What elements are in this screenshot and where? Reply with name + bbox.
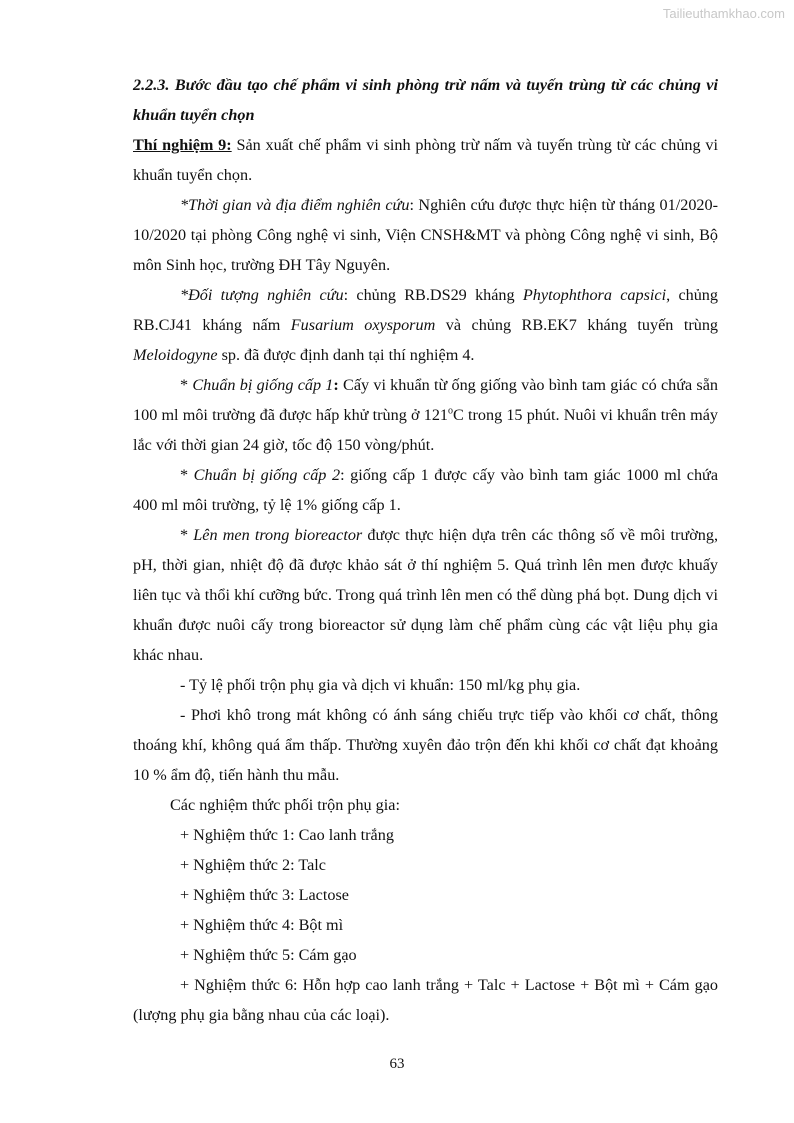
drying-paragraph: - Phơi khô trong mát không có ánh sáng chiếu trực tiếp vào khối cơ chất, thông thoáng khí, không quá ẩm thấp. Thường xuyên đảo trộn đến khi khối cơ chất đạt khoảng 10 % ẩm độ, tiến hành thu mẫu. [133,706,718,784]
page-number: 63 [389,1056,405,1072]
subjects-label: *Đối tượng nghiên cứu [180,286,344,304]
level2-text: : giống cấp 1 được cấy vào bình tam giác 1000 ml chứa 400 ml môi trường, tỷ lệ 1% giống cấp 1. [133,466,718,514]
ferment-text: được thực hiện dựa trên các thông số về môi trường, pH, thời gian, nhiệt độ đã được khảo sát ở thí nghiệm 5. Quá trình lên men được khuấy liên tục và thổi khí cưỡng bức. Trong quá trình lên men có thể dùng phá bọt. Dung dịch vi khuẩn được nuôi cấy trong bioreactor sử dụng làm chế phẩm cùng các vật liệu phụ gia khác nhau. [133,526,718,664]
treatments-intro: Các nghiệm thức phối trộn phụ gia: [170,796,400,814]
time-place-paragraph [133,190,718,280]
level2-prefix: * [180,466,194,484]
level2-paragraph [133,460,718,520]
experiment-text: Sản xuất chế phẩm vi sinh phòng trừ nấm và tuyến trùng từ các chủng vi khuẩn tuyển chọn. [133,136,718,184]
watermark: Tailieuthamkhao.com [662,6,785,21]
time-place-text: : Nghiên cứu được thực hiện từ tháng 01/2020- 10/2020 tại phòng Công nghệ vi sinh, Viện CNSH&MT và phòng Công nghệ vi sinh, Bộ môn Sinh học, trường ĐH Tây Nguyên. [133,196,718,274]
level1-paragraph [133,370,718,460]
species-phytophthora: Phytophthora capsici [522,286,667,304]
treatment-item: + Nghiệm thức 4: Bột mì [180,916,344,934]
treatment-item: + Nghiệm thức 2: Talc [180,856,326,874]
subjects-paragraph [133,280,718,370]
species-fusarium: Fusarium oxysporum [290,316,436,334]
experiment-paragraph [133,130,718,190]
subjects-text-3: và chủng RB.EK7 kháng tuyến trùng [435,316,719,334]
level1-colon: : [333,376,339,394]
level1-prefix: * [180,376,193,394]
section-heading: 2.2.3. Bước đầu tạo chế phẩm vi sinh phòng trừ nấm và tuyến trùng từ các chủng vi khuẩn tuyển chọn [133,76,718,124]
experiment-label: Thí nghiệm 9: [133,136,232,154]
level1-text-1: Cấy vi khuẩn từ ống giống vào bình tam giác có chứa sẵn 100 ml môi trường đã được hấp khử trùng ở 121 [133,376,719,424]
treatment-item: + Nghiệm thức 3: Lactose [180,886,349,904]
treatment-item: + Nghiệm thức 5: Cám gạo [180,946,357,964]
ratio-paragraph: - Tỷ lệ phối trộn phụ gia và dịch vi khuẩn: 150 ml/kg phụ gia. [180,676,581,694]
level1-text-2: C trong 15 phút. Nuôi vi khuẩn trên máy lắc với thời gian 24 giờ, tốc độ 150 vòng/phút. [133,406,719,454]
subjects-text-4: sp. đã được định danh tại thí nghiệm 4. [217,346,475,364]
level1-label: Chuẩn bị giống cấp 1 [192,376,334,394]
degree-superscript: o [448,405,454,417]
treatment-item: + Nghiệm thức 6: Hỗn hợp cao lanh trắng + Talc + Lactose + Bột mì + Cám gạo (lượng phụ gia bằng nhau của các loại). [133,976,718,1024]
species-meloidogyne: Meloidogyne [133,346,218,364]
subjects-text-1: : chủng RB.DS29 kháng [343,286,523,304]
document-body [133,70,718,1030]
time-place-label: *Thời gian và địa điểm nghiên cứu [180,196,410,214]
subjects-text-2: , chủng RB.CJ41 kháng nấm [133,286,718,334]
ferment-paragraph [133,520,718,670]
ferment-label: Lên men trong bioreactor [193,526,363,544]
ferment-prefix: * [180,526,194,544]
treatment-item: + Nghiệm thức 1: Cao lanh trắng [180,826,394,844]
level2-label: Chuẩn bị giống cấp 2 [193,466,341,484]
